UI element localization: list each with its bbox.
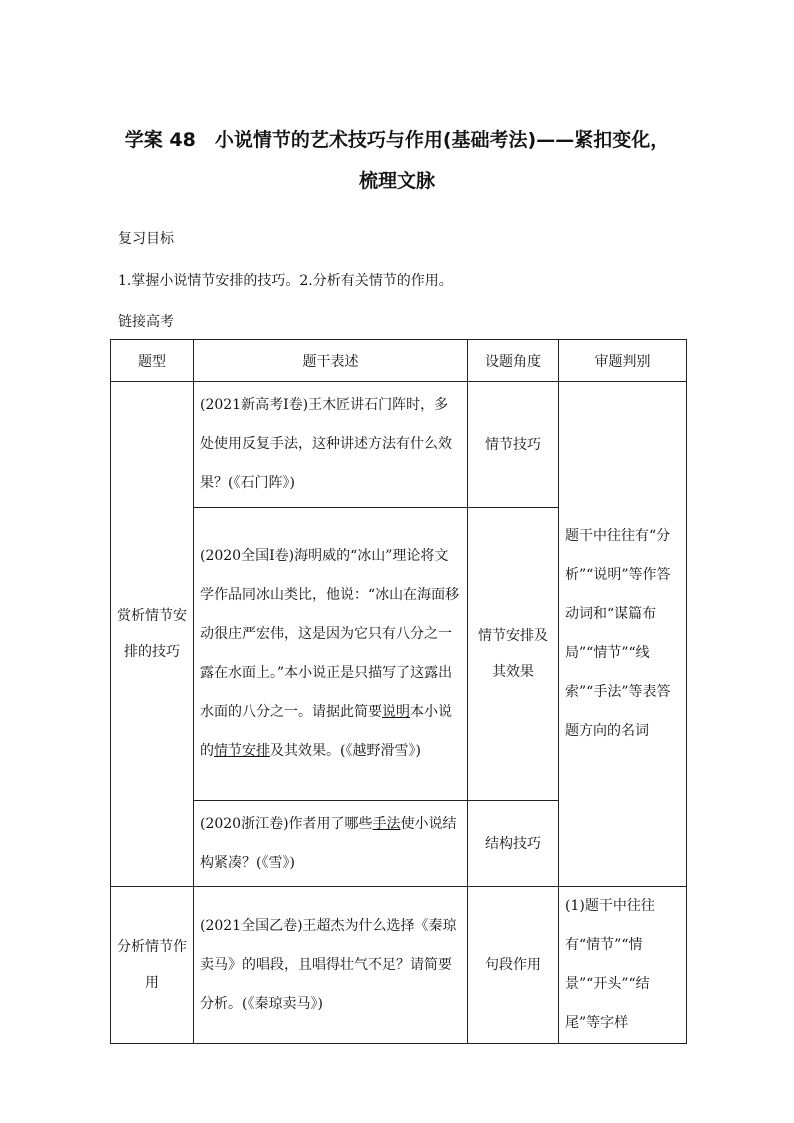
judge-cell: (1)题干中往往有“情节”“情景”“开头”“结尾”等字样	[559, 887, 687, 1044]
header-type: 题型	[111, 340, 194, 382]
header-angle: 设题角度	[468, 340, 559, 382]
exam-table	[110, 339, 687, 1044]
stem-text: 使小说结构紧凑？(《雪》)	[200, 815, 457, 871]
stem-underline: 手法	[372, 815, 401, 832]
stem-cell	[194, 801, 468, 887]
table-row	[111, 887, 687, 1044]
stem-cell: (2021全国乙卷)王超杰为什么选择《秦琼卖马》的唱段，且唱得壮气不足？请简要分析。(《秦琼卖马》)	[194, 887, 468, 1044]
stem-text: 及其效果。(《越野滑雪》)	[270, 743, 421, 759]
stem-text: (2020浙江卷)作者用了哪些	[200, 815, 373, 832]
type-cell: 赏析情节安排的技巧	[111, 382, 194, 887]
judge-cell: 题干中往往有“分析”“说明”等作答动词和“谋篇布局”“情节”“线索”“手法”等表答题方向的名词	[559, 382, 687, 887]
header-judge: 审题判别	[559, 340, 687, 382]
stem-text: (2020全国Ⅰ卷)海明威的“冰山”理论将文学作品同冰山类比，他说：“冰山在海面移动很庄严宏伟，这是因为它只有八分之一露在水面上。”本小说正是只描写了这露出水面的八分之一。请据此简要	[200, 548, 460, 720]
goals-heading: 复习目标	[118, 231, 174, 247]
stem-text: 本小说的	[200, 704, 452, 759]
table-row	[111, 382, 687, 508]
stem-underline: 情节安排	[214, 743, 270, 759]
angle-cell: 情节技巧	[468, 382, 559, 508]
stem-cell: (2021新高考Ⅰ卷)王木匠讲石门阵时，多处使用反复手法，这种讲述方法有什么效果？(《石门阵》)	[194, 382, 468, 508]
angle-cell: 情节安排及其效果	[468, 508, 559, 801]
type-cell: 分析情节作用	[111, 887, 194, 1044]
goals-text: 1.掌握小说情节安排的技巧。2.分析有关情节的作用。	[118, 273, 453, 289]
angle-cell: 句段作用	[468, 887, 559, 1044]
header-stem: 题干表述	[194, 340, 468, 382]
page-title-line2: 梳理文脉	[358, 170, 435, 192]
link-heading: 链接高考	[118, 314, 174, 330]
angle-cell: 结构技巧	[468, 801, 559, 887]
stem-underline: 说明	[382, 704, 410, 720]
table-header-row	[111, 340, 687, 382]
stem-cell	[194, 508, 468, 801]
page-title-line1: 学案 48 小说情节的艺术技巧与作用(基础考法)——紧扣变化，	[124, 129, 670, 151]
